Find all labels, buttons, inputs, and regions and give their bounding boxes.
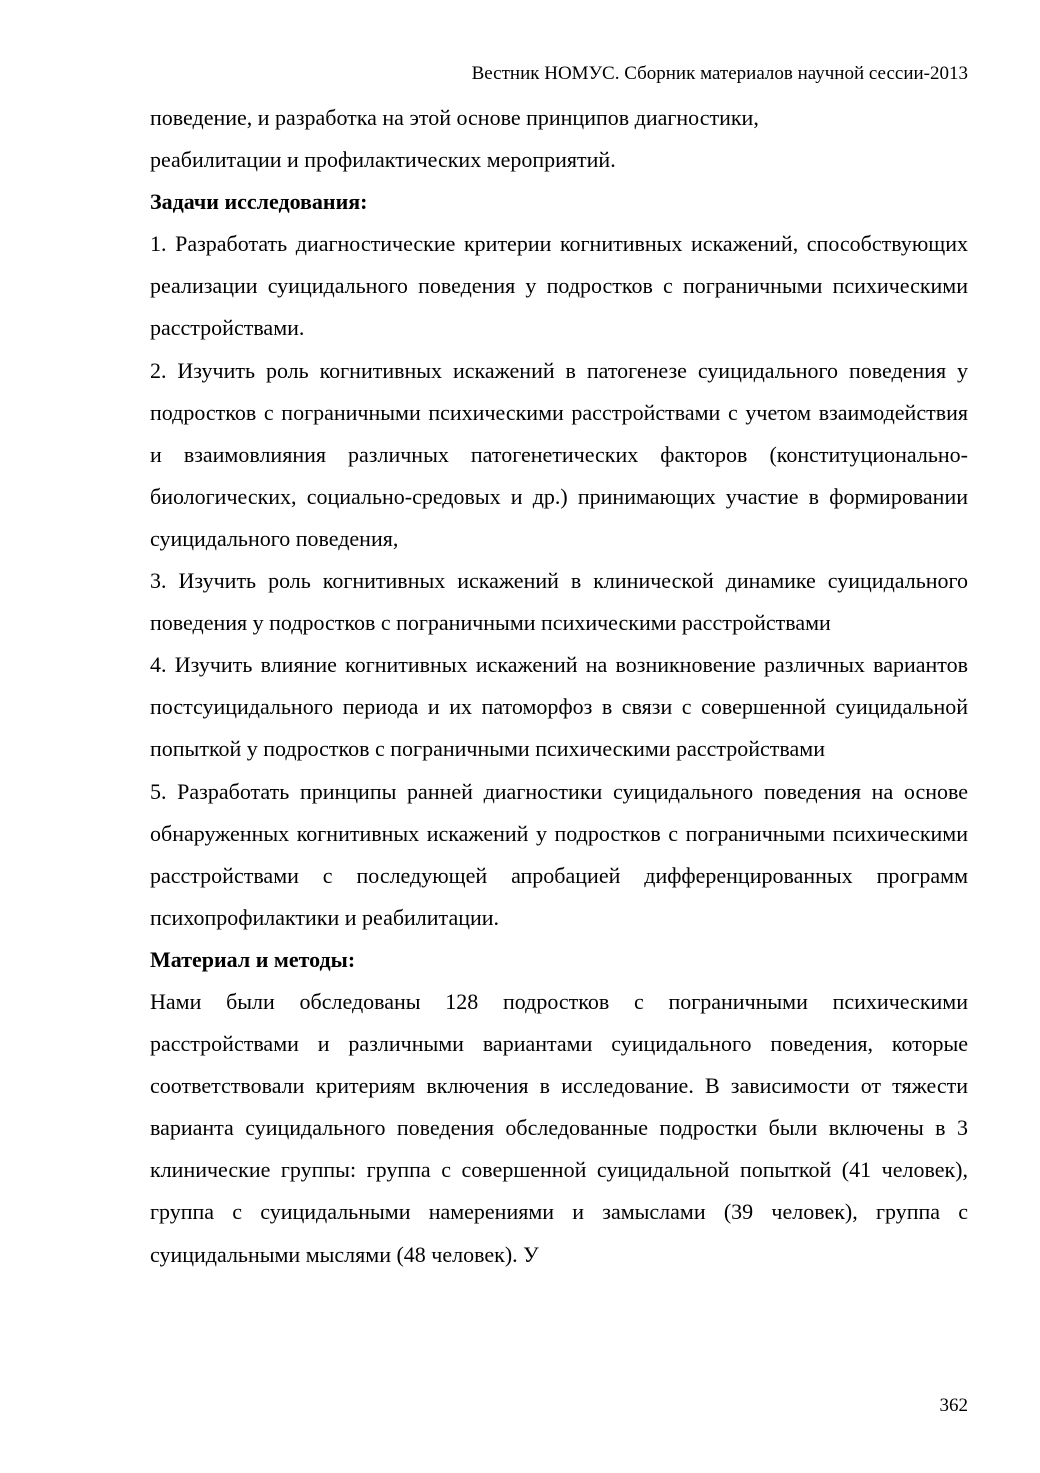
- methods-heading: Материал и методы:: [150, 946, 356, 972]
- page-number: 362: [939, 1395, 968, 1416]
- methods-paragraph: Нами были обследованы 128 подростков с пограничными психическими расстройствами и различными вариантами суицидального поведения, которые соответствовали критериям включения в исследование. В зависимости от тяжести варианта суицидального поведения обследованные подростки были включены в 3 клинические группы: группа с совершенной суицидальной попыткой (41 человек), группа с суицидальными намерениями и замыслами (39 человек), группа с суицидальными мыслями (48 человек). У: [150, 988, 968, 1267]
- task-item-4: 4. Изучить влияние когнитивных искажений на возникновение различных вариантов постсуицидального периода и их патоморфоз в связи с совершенной суицидальной попыткой у подростков с пограничными психическими расстройствами: [150, 652, 968, 762]
- tasks-heading: Задачи исследования:: [150, 189, 368, 215]
- continuation-line-1: поведение, и разработка на этой основе принципов диагностики,: [150, 105, 759, 130]
- task-item-5: 5. Разработать принципы ранней диагностики суицидального поведения на основе обнаруженных когнитивных искажений у подростков с пограничными психическими расстройствами с последующей апробацией дифференцированных программ психопрофилактики и реабилитации.: [150, 778, 968, 930]
- task-item-3: 3. Изучить роль когнитивных искажений в клинической динамике суицидального поведения у подростков с пограничными психическими расстройствами: [150, 568, 968, 636]
- task-item-2: 2. Изучить роль когнитивных искажений в патогенезе суицидального поведения у подростков с пограничными психическими расстройствами с учетом взаимодействия и взаимовлияния различных патогенетических факторов (конституционально-биологических, социально-средовых и др.) принимающих участие в формировании суицидального поведения,: [150, 357, 968, 551]
- continuation-line-2: реабилитации и профилактических мероприятий.: [150, 147, 616, 173]
- page-body: [150, 97, 968, 1276]
- task-item-1: 1. Разработать диагностические критерии когнитивных искажений, способствующих реализации суицидального поведения у подростков с пограничными психическими расстройствами.: [150, 231, 968, 341]
- running-header: Вестник НОМУС. Сборник материалов научной сессии-2013: [471, 63, 968, 84]
